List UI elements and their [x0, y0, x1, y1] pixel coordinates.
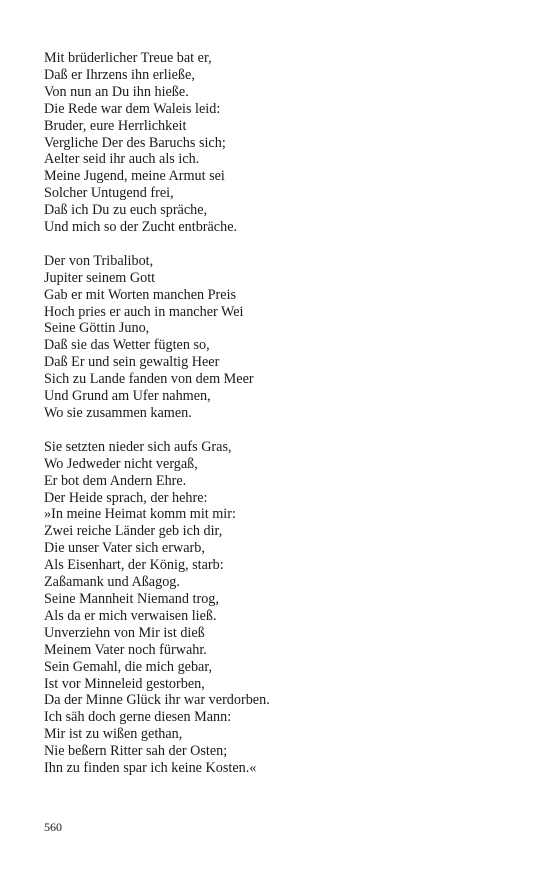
verse-line: Seine Göttin Juno,: [44, 320, 150, 337]
verse-line: Bruder, eure Herrlichkeit: [44, 117, 187, 134]
verse-line: Die unser Vater sich erwarb,: [44, 540, 205, 557]
verse-line: Unverziehn von Mir ist dieß: [44, 624, 205, 641]
verse-line: Der Heide sprach, der hehre:: [44, 489, 208, 506]
verse-line: Ist vor Minneleid gestorben,: [44, 675, 205, 692]
verse-line: Jupiter seinem Gott: [44, 269, 156, 286]
verse-line: Aelter seid ihr auch als ich.: [44, 151, 200, 168]
verse-line: Wo sie zusammen kamen.: [44, 405, 192, 422]
verse-line: Und Grund am Ufer nahmen,: [44, 388, 211, 405]
verse-line: Da der Minne Glück ihr war verdorben.: [44, 692, 270, 709]
verse-line: Er bot dem Andern Ehre.: [44, 472, 187, 489]
verse-line: »In meine Heimat komm mit mir:: [44, 506, 236, 523]
verse-line: Nie beßern Ritter sah der Osten;: [44, 743, 228, 760]
verse-line: Gab er mit Worten manchen Preis: [44, 286, 237, 303]
verse-line: Wo Jedweder nicht vergaß,: [44, 455, 198, 472]
stanza: [44, 50, 524, 236]
verse-line: Daß sie das Wetter fügten so,: [44, 337, 210, 354]
verse-line: Ihn zu finden spar ich keine Kosten.«: [44, 760, 257, 777]
verse-line: Als da er mich verwaisen ließ.: [44, 607, 217, 624]
verse-line: Sie setzten nieder sich aufs Gras,: [44, 438, 232, 455]
verse-line: Hoch pries er auch in mancher Wei: [44, 303, 244, 320]
verse-line: Daß ich Du zu euch spräche,: [44, 202, 208, 219]
verse-line: Seine Mannheit Niemand trog,: [44, 590, 219, 607]
stanza: [44, 439, 524, 777]
verse-line: Zaßamank und Aßagog.: [44, 574, 180, 591]
page-number: 560: [44, 820, 62, 834]
verse-line: Zwei reiche Länder geb ich dir,: [44, 523, 223, 540]
stanza: [44, 253, 524, 422]
verse-line: Die Rede war dem Waleis leid:: [44, 100, 221, 117]
verse-line: Daß Er und sein gewaltig Heer: [44, 354, 220, 371]
verse-line: Sich zu Lande fanden von dem Meer: [44, 371, 254, 388]
verse-line: Von nun an Du ihn hieße.: [44, 83, 189, 100]
verse-line: Der von Tribalibot,: [44, 252, 154, 269]
verse-line: Meinem Vater noch fürwahr.: [44, 641, 207, 658]
verse-line: Solcher Untugend frei,: [44, 185, 174, 202]
verse-line: Meine Jugend, meine Armut sei: [44, 168, 225, 185]
verse-line: Und mich so der Zucht entbräche.: [44, 219, 238, 236]
verse-line: Mit brüderlicher Treue bat er,: [44, 50, 212, 66]
verse-line: Ich säh doch gerne diesen Mann:: [44, 709, 232, 726]
verse-line: Vergliche Der des Baruchs sich;: [44, 134, 226, 151]
verse-line: Daß er Ihrzens ihn erließe,: [44, 66, 195, 83]
verse-line: Als Eisenhart, der König, starb:: [44, 557, 224, 574]
verse-line: Mir ist zu wißen gethan,: [44, 726, 183, 743]
poem-text: [44, 50, 524, 794]
verse-line: Sein Gemahl, die mich gebar,: [44, 658, 213, 675]
